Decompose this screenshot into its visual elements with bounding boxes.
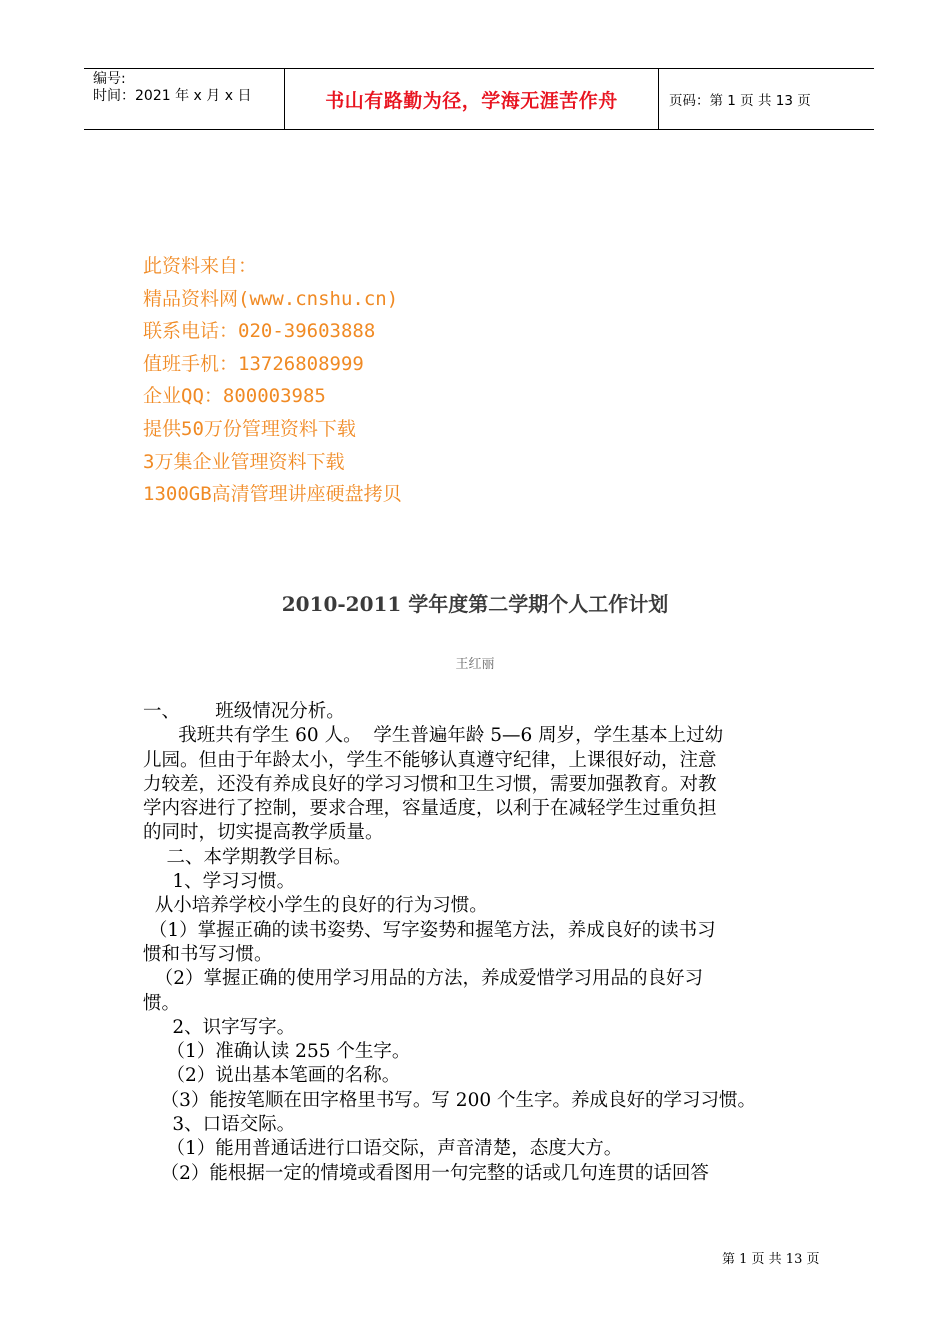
header-page-cell <box>659 69 874 129</box>
page-header <box>84 68 874 130</box>
body-line: 一、 班级情况分析。 <box>143 701 345 722</box>
body-line: （2）说出基本笔画的名称。 <box>143 1065 401 1087</box>
document-author: 王红丽 <box>455 657 495 672</box>
body-line: （2）能根据一定的情境或看图用一句完整的话或几句连贯的话回答 <box>143 1162 709 1184</box>
document-body <box>143 700 823 1186</box>
body-line: 3、口语交际。 <box>143 1114 296 1136</box>
body-line: （1）能用普通话进行口语交际，声音清楚，态度大方。 <box>143 1138 623 1160</box>
document-time-label: 时间：2021 年 x 月 x 日 <box>93 88 252 104</box>
body-line: （3）能按笔顺在田字格里书写。写 200 个生字。养成良好的学习习惯。 <box>143 1089 756 1111</box>
document-number-label: 编号: <box>93 71 126 87</box>
document-title: 2010-2011 学年度第二学期个人工作计划 <box>281 592 669 616</box>
body-line: 儿园。但由于年龄太小，学生不能够认真遵守纪律，上课很好动，注意 <box>143 749 717 771</box>
page-footer: 第 1 页 共 13 页 <box>722 1252 820 1267</box>
body-line: 惯。 <box>143 992 181 1014</box>
header-page-label: 页码：第 1 页 共 13 页 <box>669 93 811 109</box>
body-line: 从小培养学校小学生的良好的行为习惯。 <box>143 895 488 917</box>
body-line: 2、识字写字。 <box>143 1016 296 1038</box>
body-line: 的同时，切实提高教学质量。 <box>143 822 384 844</box>
body-line: （1）准确认读 255 个生字。 <box>143 1041 411 1063</box>
header-meta <box>84 69 285 129</box>
body-line: 1、学习习惯。 <box>143 871 296 893</box>
body-line: 学内容进行了控制，要求合理，容量适度，以利于在减轻学生过重负担 <box>143 798 717 820</box>
promo-line: 精品资料网(www.cnshu.cn) <box>143 287 399 310</box>
promo-line: 提供50万份管理资料下载 <box>143 417 356 440</box>
body-line: （2）掌握正确的使用学习用品的方法，养成爱惜学习用品的良好习 <box>143 968 704 990</box>
promo-line: 联系电话：020-39603888 <box>143 320 376 343</box>
promo-line: 值班手机：13726808999 <box>143 352 364 375</box>
body-line: 二、本学期教学目标。 <box>143 846 352 868</box>
promo-line: 1300GB高清管理讲座硬盘拷贝 <box>143 483 402 506</box>
promo-line: 企业QQ：800003985 <box>143 385 326 408</box>
promo-block <box>143 250 402 511</box>
body-line: 惯和书写习惯。 <box>143 943 273 965</box>
promo-line: 3万集企业管理资料下载 <box>143 450 345 473</box>
body-line: 力较差，还没有养成良好的学习习惯和卫生习惯，需要加强教育。对教 <box>143 773 717 795</box>
header-motto-cell <box>285 69 659 129</box>
body-line: 我班共有学生 60 人。 学生普遍年龄 5—6 周岁，学生基本上过幼 <box>143 725 724 747</box>
body-line: （1）掌握正确的读书姿势、写字姿势和握笔方法，养成良好的读书习 <box>143 919 716 941</box>
header-motto: 书山有路勤为径，学海无涯苦作舟 <box>325 89 618 112</box>
promo-line: 此资料来自： <box>143 255 258 277</box>
